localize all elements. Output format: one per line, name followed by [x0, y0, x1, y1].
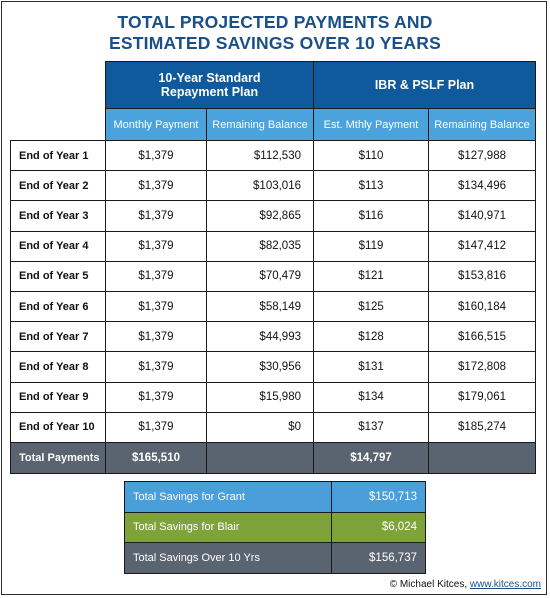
group-header-standard-line1: 10-Year Standard: [158, 71, 261, 85]
savings-table: [124, 481, 426, 574]
ibr-monthly-payment: $125: [314, 291, 429, 321]
group-header-standard-line2: Repayment Plan: [160, 85, 259, 99]
standard-remaining-balance: $58,149: [207, 291, 314, 321]
standard-monthly-payment: $1,379: [106, 352, 207, 382]
table-row: [11, 291, 536, 321]
ibr-remaining-balance: $179,061: [429, 382, 536, 412]
column-header: Remaining Balance: [429, 109, 536, 141]
savings-row: [125, 543, 426, 574]
ibr-monthly-payment: $121: [314, 261, 429, 291]
standard-monthly-payment: $1,379: [106, 412, 207, 442]
row-label: End of Year 10: [11, 412, 106, 442]
savings-row: [125, 482, 426, 513]
table-row: [11, 171, 536, 201]
standard-monthly-payment: $1,379: [106, 291, 207, 321]
row-label: End of Year 6: [11, 291, 106, 321]
corner-cell: [11, 62, 106, 109]
standard-remaining-balance: $15,980: [207, 382, 314, 412]
title-line-2: ESTIMATED SAVINGS OVER 10 YEARS: [109, 33, 441, 53]
total-ibr-value: $14,797: [314, 442, 429, 473]
row-label: End of Year 7: [11, 322, 106, 352]
total-label: Total Payments: [11, 442, 106, 473]
corner-cell-2: [11, 109, 106, 141]
group-header-ibr: IBR & PSLF Plan: [314, 62, 536, 109]
savings-value: $156,737: [332, 543, 426, 574]
standard-remaining-balance: $30,956: [207, 352, 314, 382]
standard-monthly-payment: $1,379: [106, 322, 207, 352]
table-row: [11, 352, 536, 382]
row-label: End of Year 9: [11, 382, 106, 412]
group-header-standard: [106, 62, 314, 109]
savings-label: Total Savings for Grant: [125, 482, 332, 513]
standard-remaining-balance: $82,035: [207, 231, 314, 261]
row-label: End of Year 2: [11, 171, 106, 201]
table-row: [11, 412, 536, 442]
ibr-remaining-balance: $166,515: [429, 322, 536, 352]
column-header: Est. Mthly Payment: [314, 109, 429, 141]
standard-monthly-payment: $1,379: [106, 141, 207, 171]
standard-monthly-payment: $1,379: [106, 171, 207, 201]
total-standard-value: $165,510: [106, 442, 207, 473]
ibr-monthly-payment: $113: [314, 171, 429, 201]
table-row: [11, 231, 536, 261]
ibr-monthly-payment: $116: [314, 201, 429, 231]
ibr-remaining-balance: $134,496: [429, 171, 536, 201]
standard-monthly-payment: $1,379: [106, 231, 207, 261]
row-label: End of Year 8: [11, 352, 106, 382]
row-label: End of Year 4: [11, 231, 106, 261]
column-header: Monthly Payment: [106, 109, 207, 141]
standard-remaining-balance: $112,530: [207, 141, 314, 171]
standard-monthly-payment: $1,379: [106, 382, 207, 412]
ibr-remaining-balance: $185,274: [429, 412, 536, 442]
row-label: End of Year 1: [11, 141, 106, 171]
table-row: [11, 201, 536, 231]
table-row: [11, 141, 536, 171]
ibr-remaining-balance: $172,808: [429, 352, 536, 382]
ibr-monthly-payment: $128: [314, 322, 429, 352]
row-label: End of Year 3: [11, 201, 106, 231]
ibr-monthly-payment: $134: [314, 382, 429, 412]
ibr-remaining-balance: $160,184: [429, 291, 536, 321]
table-row: [11, 322, 536, 352]
row-label: End of Year 5: [11, 261, 106, 291]
savings-label: Total Savings Over 10 Yrs: [125, 543, 332, 574]
credit-link[interactable]: www.kitces.com: [469, 579, 541, 590]
savings-value: $6,024: [332, 512, 426, 543]
standard-monthly-payment: $1,379: [106, 201, 207, 231]
ibr-monthly-payment: $131: [314, 352, 429, 382]
standard-monthly-payment: $1,379: [106, 261, 207, 291]
standard-remaining-balance: $0: [207, 412, 314, 442]
table-body: [11, 141, 536, 443]
standard-remaining-balance: $70,479: [207, 261, 314, 291]
ibr-remaining-balance: $153,816: [429, 261, 536, 291]
savings-value: $150,713: [332, 482, 426, 513]
total-row: [11, 442, 536, 473]
standard-remaining-balance: $103,016: [207, 171, 314, 201]
ibr-monthly-payment: $137: [314, 412, 429, 442]
ibr-monthly-payment: $119: [314, 231, 429, 261]
standard-remaining-balance: $44,993: [207, 322, 314, 352]
ibr-monthly-payment: $110: [314, 141, 429, 171]
credit-text: © Michael Kitces,: [389, 579, 470, 590]
ibr-remaining-balance: $127,988: [429, 141, 536, 171]
payments-table: [10, 61, 536, 474]
total-empty-cell: [429, 442, 536, 473]
total-empty-cell: [207, 442, 314, 473]
ibr-remaining-balance: $147,412: [429, 231, 536, 261]
table-row: [11, 382, 536, 412]
savings-label: Total Savings for Blair: [125, 512, 332, 543]
table-row: [11, 261, 536, 291]
credit-line: [390, 579, 541, 590]
column-header: Remaining Balance: [207, 109, 314, 141]
standard-remaining-balance: $92,865: [207, 201, 314, 231]
title-line-1: TOTAL PROJECTED PAYMENTS AND: [117, 12, 433, 32]
ibr-remaining-balance: $140,971: [429, 201, 536, 231]
savings-row: [125, 512, 426, 543]
